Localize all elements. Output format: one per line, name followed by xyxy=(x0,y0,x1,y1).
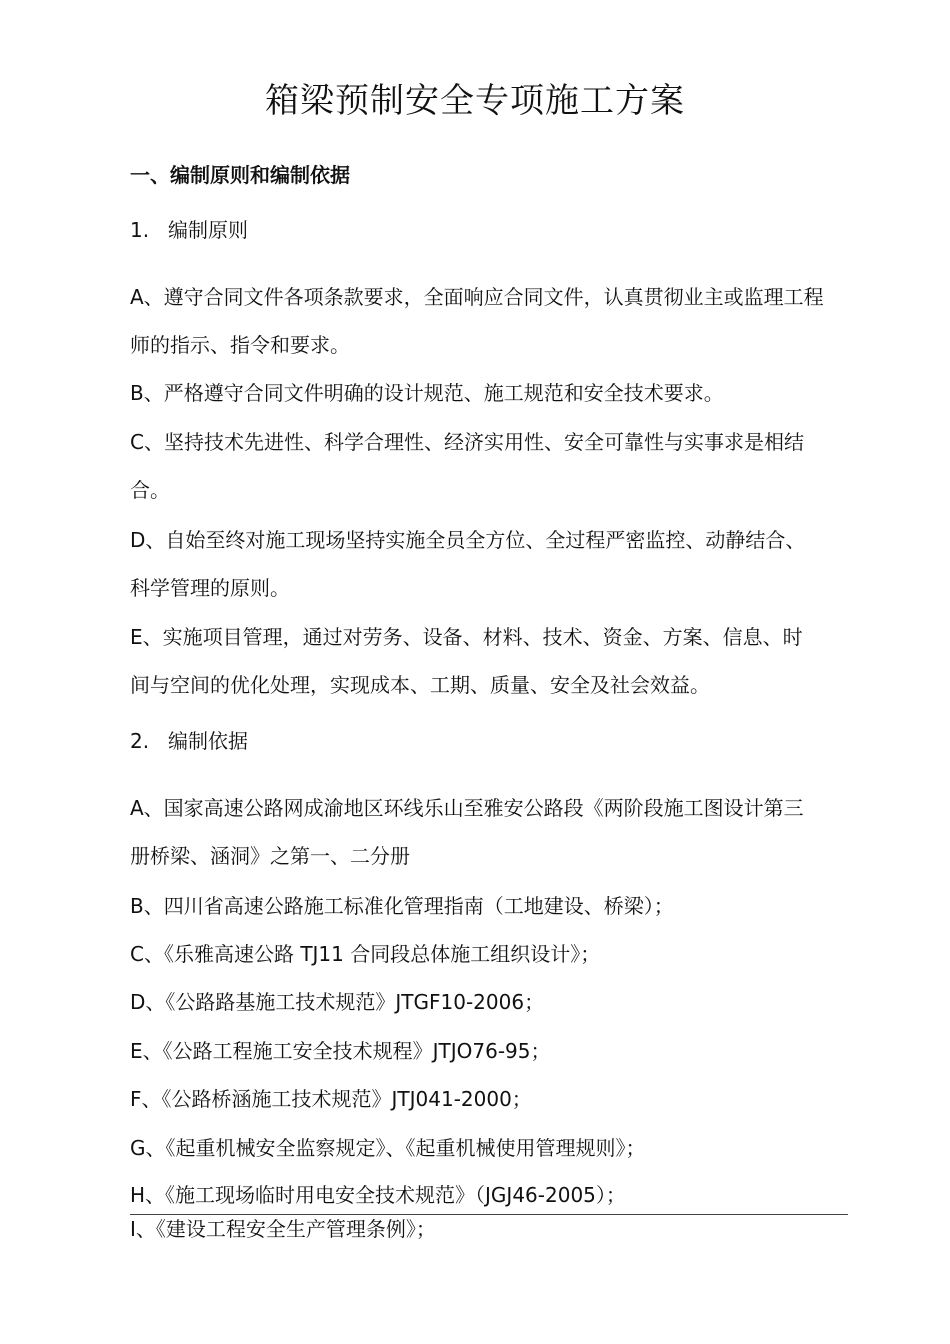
subheading-basis xyxy=(130,726,248,756)
principle-e xyxy=(130,613,850,709)
subheading-label: 编制原则 xyxy=(168,218,248,242)
basis-f xyxy=(130,1075,850,1123)
basis-i: I、《建设工程安全生产管理条例》； xyxy=(130,1217,436,1241)
paragraph-line: H、《施工现场临时用电安全技术规范》（JGJ46-2005）； xyxy=(130,1183,626,1207)
basis-g xyxy=(130,1124,850,1172)
paragraph-line: A、遵守合同文件各项条款要求，全面响应合同文件，认真贯彻业主或监理工程 xyxy=(130,285,824,309)
paragraph-line: 间与空间的优化处理，实现成本、工期、质量、安全及社会效益。 xyxy=(130,673,710,697)
principle-a xyxy=(130,273,850,369)
subheading-principles xyxy=(130,215,248,245)
principle-b xyxy=(130,369,850,417)
basis-e xyxy=(130,1027,850,1075)
subheading-number: 2. xyxy=(130,729,150,753)
paragraph-line: D、自始至终对施工现场坚持实施全员全方位、全过程严密监控、动静结合、 xyxy=(130,528,806,552)
paragraph-line: E、实施项目管理，通过对劳务、设备、材料、技术、资金、方案、信息、时 xyxy=(130,625,803,649)
basis-a xyxy=(130,784,850,880)
paragraph-line: C、《乐雅高速公路 TJ11 合同段总体施工组织设计》； xyxy=(130,942,601,966)
document-title: 箱梁预制安全专项施工方案 xyxy=(265,81,685,121)
basis-h xyxy=(130,1171,850,1219)
paragraph-line: 师的指示、指令和要求。 xyxy=(130,333,350,357)
paragraph-line: 册桥梁、涵洞》之第一、二分册 xyxy=(130,844,410,868)
basis-c xyxy=(130,930,850,978)
paragraph-line: G、《起重机械安全监察规定》、《起重机械使用管理规则》； xyxy=(130,1136,646,1160)
paragraph-line: 科学管理的原则。 xyxy=(130,576,290,600)
paragraph-line: F、《公路桥涵施工技术规范》JTJ041-2000； xyxy=(130,1087,532,1111)
paragraph-line: C、坚持技术先进性、科学合理性、经济实用性、安全可靠性与实事求是相结 xyxy=(130,430,804,454)
paragraph-line: B、四川省高速公路施工标准化管理指南（工地建设、桥梁）； xyxy=(130,894,674,918)
section-heading: 一、编制原则和编制依据 xyxy=(130,163,350,187)
paragraph-line: 合。 xyxy=(130,478,170,502)
paragraph-line: A、国家高速公路网成渝地区环线乐山至雅安公路段《两阶段施工图设计第三 xyxy=(130,796,804,820)
paragraph-line: B、严格遵守合同文件明确的设计规范、施工规范和安全技术要求。 xyxy=(130,381,724,405)
principle-c xyxy=(130,418,850,514)
paragraph-line: D、《公路路基施工技术规范》JTGF10-2006； xyxy=(130,990,545,1014)
subheading-label: 编制依据 xyxy=(168,729,248,753)
subheading-number: 1. xyxy=(130,218,150,242)
basis-b xyxy=(130,882,850,930)
paragraph-line: E、《公路工程施工安全技术规程》JTJO76-95； xyxy=(130,1039,551,1063)
basis-d xyxy=(130,978,850,1026)
principle-d xyxy=(130,516,850,612)
